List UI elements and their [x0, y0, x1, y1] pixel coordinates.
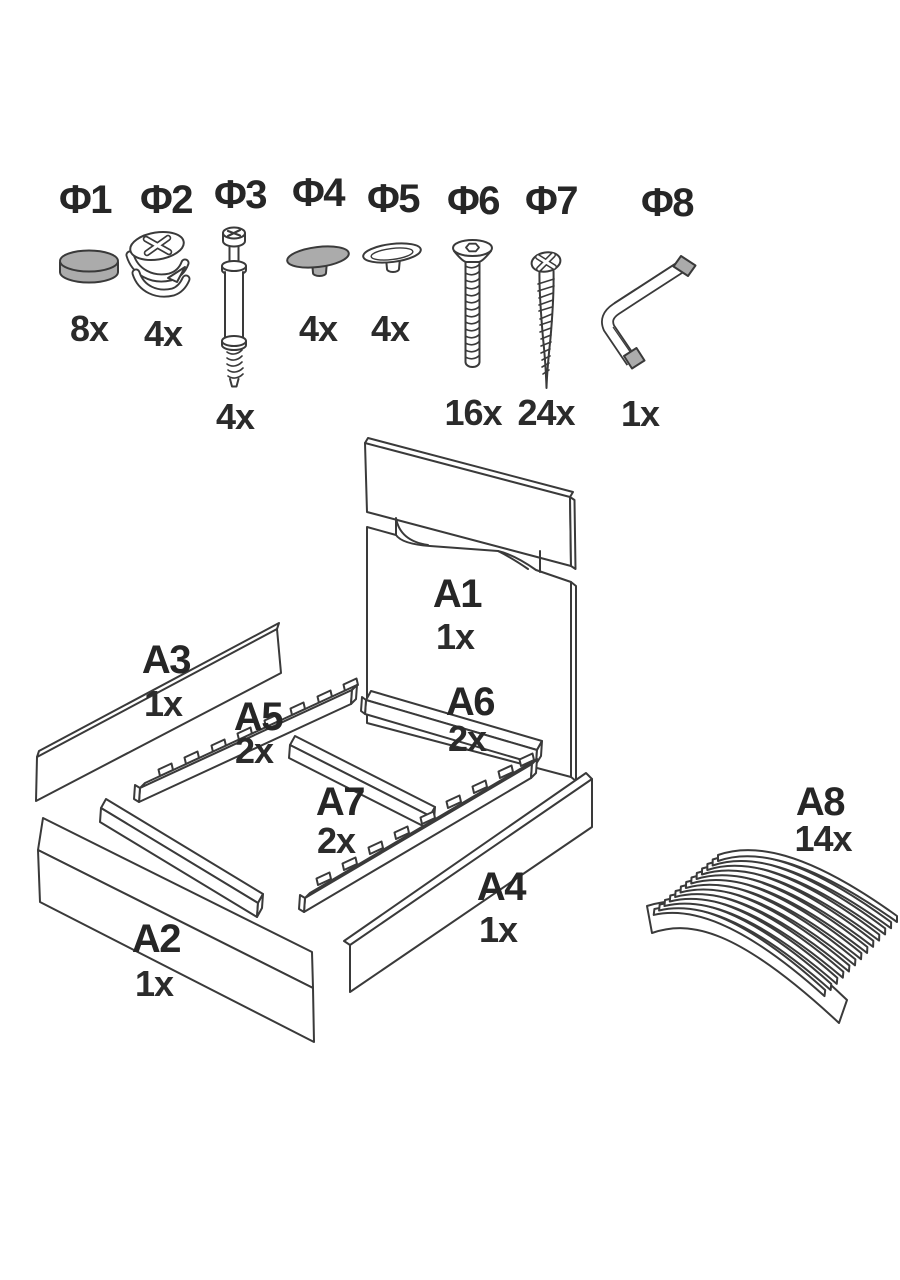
cam-bolt-icon	[222, 228, 246, 387]
part-id-a2: A2	[131, 917, 181, 961]
hardware-item-phi8	[608, 181, 696, 434]
part-id-a7: A7	[315, 780, 365, 824]
wood-screw-icon	[530, 250, 562, 388]
a5-rail-1-left-cap	[134, 785, 140, 802]
oval-cover-cap-grey-icon	[286, 243, 350, 276]
part-id-a3: A3	[141, 638, 191, 682]
hardware-qty-phi1: 8x	[69, 308, 109, 349]
oval-cover-cap-white-icon	[362, 241, 422, 272]
allen-key-icon	[608, 256, 696, 369]
part-qty-a4: 1x	[478, 909, 518, 950]
hardware-qty-phi4: 4x	[298, 308, 338, 349]
hardware-qty-phi8: 1x	[620, 393, 660, 434]
a6-rail-left-cap	[361, 697, 366, 714]
hardware-qty-phi6: 16x	[444, 392, 502, 433]
hardware-qty-phi5: 4x	[370, 308, 410, 349]
hardware-item-phi5	[362, 177, 422, 349]
part-id-a6: A6	[445, 680, 495, 724]
part-id-a1: A1	[432, 572, 482, 616]
hardware-id-phi4: Φ4	[291, 171, 345, 215]
part-qty-a8: 14x	[794, 818, 852, 859]
hardware-item-phi4	[286, 171, 350, 349]
headboard-rail-end	[570, 497, 576, 569]
headboard-panel-edge	[571, 582, 576, 781]
hardware-item-phi6	[444, 179, 502, 433]
hardware-qty-phi2: 4x	[143, 313, 183, 354]
hardware-id-phi1: Φ1	[58, 178, 112, 222]
hardware-id-phi6: Φ6	[446, 179, 500, 223]
hardware-qty-phi7: 24x	[517, 392, 575, 433]
cam-lock-icon	[128, 228, 186, 293]
hardware-id-phi3: Φ3	[213, 173, 267, 217]
part-id-a4: A4	[476, 865, 526, 909]
hardware-id-phi8: Φ8	[640, 181, 694, 225]
hardware-item-phi2	[128, 178, 192, 354]
part-qty-a3: 1x	[143, 683, 183, 724]
hardware-id-phi2: Φ2	[139, 178, 193, 222]
part-qty-a1: 1x	[435, 616, 475, 657]
part-qty-a5: 2x	[234, 730, 274, 771]
hardware-item-phi3	[214, 173, 266, 437]
part-qty-a7: 2x	[316, 820, 356, 861]
hardware-id-phi7: Φ7	[524, 179, 578, 223]
hardware-item-phi7	[517, 179, 577, 433]
part-id-a5: A5	[233, 695, 283, 739]
a5-rail-2-left-cap	[299, 895, 305, 912]
hardware-item-phi1	[59, 178, 118, 349]
part-a8-slats	[647, 780, 897, 1023]
round-cover-cap-icon	[60, 251, 118, 283]
part-qty-a2: 1x	[134, 963, 174, 1004]
hardware-id-phi5: Φ5	[366, 177, 420, 221]
part-id-a8: A8	[795, 780, 845, 824]
hex-socket-bolt-icon	[453, 240, 492, 367]
part-qty-a6: 2x	[447, 718, 487, 759]
hardware-qty-phi3: 4x	[215, 396, 255, 437]
